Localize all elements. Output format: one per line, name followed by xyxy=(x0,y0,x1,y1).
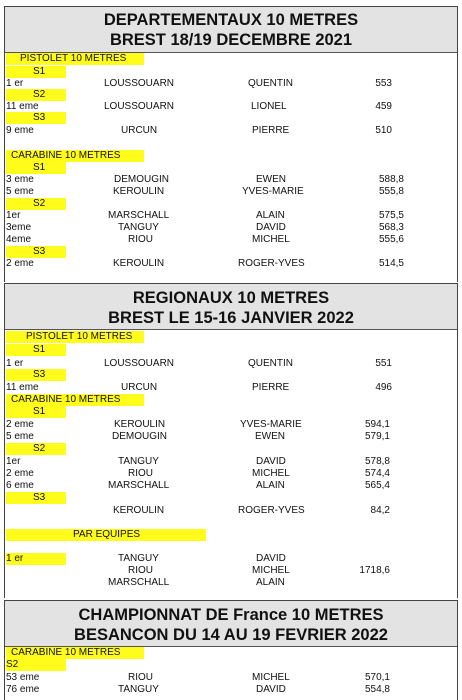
category-label: CARABINE 10 METRES xyxy=(6,647,144,659)
first-name: YVES-MARIE xyxy=(240,419,302,430)
last-name: URCUN xyxy=(121,382,158,393)
rank: 2 eme xyxy=(6,468,34,479)
first-name: PIERRE xyxy=(252,125,290,136)
score: 554,8 xyxy=(364,684,390,695)
team-member-first: ALAIN xyxy=(256,577,285,588)
category-label: PISTOLET 10 METRES xyxy=(6,53,144,65)
first-name: PIERRE xyxy=(252,382,290,393)
score: 459 xyxy=(375,101,392,112)
category-label: PISTOLET 10 METRES xyxy=(6,331,144,343)
rank: 1 er xyxy=(6,78,24,89)
series-label: S2 xyxy=(6,659,66,671)
last-name: LOUSSOUARN xyxy=(104,101,175,112)
series-label: S2 xyxy=(6,89,66,101)
first-name: QUENTIN xyxy=(248,78,293,89)
series-label: S1 xyxy=(6,162,66,174)
first-name: ROGER-YVES xyxy=(238,258,305,269)
first-name: YVES-MARIE xyxy=(242,186,304,197)
last-name: RIOU xyxy=(128,672,153,683)
rank: 5 eme xyxy=(6,431,34,442)
last-name: KEROULIN xyxy=(113,505,165,516)
section-subtitle: BREST 18/19 DECEMBRE 2021 xyxy=(109,31,353,49)
series-label: S3 xyxy=(6,369,66,381)
first-name: LIONEL xyxy=(251,101,287,112)
first-name: ALAIN xyxy=(256,210,285,221)
score: 510 xyxy=(375,125,392,136)
series-label: S3 xyxy=(6,112,66,124)
score: 575,5 xyxy=(378,210,404,221)
first-name: DAVID xyxy=(256,684,286,695)
last-name: MARSCHALL xyxy=(108,480,170,491)
last-name: KEROULIN xyxy=(113,258,165,269)
series-label: S3 xyxy=(6,492,66,504)
team-member-name: RIOU xyxy=(128,565,153,576)
team-member-name: MARSCHALL xyxy=(108,577,170,588)
first-name: ROGER-YVES xyxy=(238,505,305,516)
team-rank: 1 er xyxy=(6,553,66,565)
team-member-name: TANGUY xyxy=(118,553,159,564)
first-name: DAVID xyxy=(256,222,286,233)
team-category-label: PAR EQUIPES xyxy=(6,529,206,541)
rank: 4eme xyxy=(6,234,32,245)
section-title: CHAMPIONNAT DE France 10 METRES xyxy=(78,606,384,624)
rank: 76 eme xyxy=(6,684,40,695)
last-name: KEROULIN xyxy=(113,186,165,197)
last-name: KEROULIN xyxy=(114,419,166,430)
rank: 2 eme xyxy=(6,258,34,269)
score: 570,1 xyxy=(364,672,390,683)
category-label: CARABINE 10 METRES xyxy=(6,150,144,162)
first-name: MICHEL xyxy=(252,234,290,245)
rank: 1 er xyxy=(6,358,24,369)
score: 579,1 xyxy=(364,431,390,442)
last-name: LOUSSOUARN xyxy=(104,358,175,369)
first-name: QUENTIN xyxy=(248,358,293,369)
rank: 53 eme xyxy=(6,672,40,683)
score: 555,6 xyxy=(378,234,404,245)
score: 565,4 xyxy=(364,480,390,491)
rank: 9 eme xyxy=(6,125,34,136)
section-header xyxy=(5,284,457,330)
score: 578,8 xyxy=(364,456,390,467)
section-header xyxy=(5,7,457,53)
series-label: S1 xyxy=(6,406,66,418)
last-name: LOUSSOUARN xyxy=(104,78,175,89)
last-name: TANGUY xyxy=(118,222,159,233)
series-label: S2 xyxy=(6,198,66,210)
team-score: 1718,6 xyxy=(359,565,390,576)
score: 514,5 xyxy=(378,258,404,269)
category-label: CARABINE 10 METRES xyxy=(6,394,144,406)
score: 84,2 xyxy=(370,505,390,516)
last-name: RIOU xyxy=(128,234,153,245)
section-header xyxy=(5,601,457,647)
rank: 3eme xyxy=(6,222,32,233)
last-name: TANGUY xyxy=(118,684,159,695)
first-name: EWEN xyxy=(256,174,286,185)
first-name: ALAIN xyxy=(256,480,285,491)
score: 574,4 xyxy=(364,468,390,479)
rank: 1er xyxy=(6,456,21,467)
score: 568,3 xyxy=(378,222,404,233)
series-label: S2 xyxy=(6,443,66,455)
section-subtitle: BESANCON DU 14 AU 19 FEVRIER 2022 xyxy=(74,626,388,644)
team-member-first: MICHEL xyxy=(252,565,290,576)
rank: 6 eme xyxy=(6,480,34,491)
score: 588,8 xyxy=(378,174,404,185)
rank: 1er xyxy=(6,210,21,221)
last-name: URCUN xyxy=(121,125,158,136)
rank: 11 eme xyxy=(6,101,39,112)
team-member-first: DAVID xyxy=(256,553,286,564)
score: 553 xyxy=(375,78,392,89)
score: 551 xyxy=(375,358,392,369)
score: 496 xyxy=(375,382,392,393)
series-label: S1 xyxy=(6,66,66,78)
last-name: MARSCHALL xyxy=(108,210,170,221)
section-title: DEPARTEMENTAUX 10 METRES xyxy=(103,11,359,29)
last-name: DEMOUGIN xyxy=(114,174,169,185)
last-name: RIOU xyxy=(128,468,153,479)
series-label: S3 xyxy=(6,246,66,258)
rank: 3 eme xyxy=(6,174,34,185)
first-name: MICHEL xyxy=(252,672,290,683)
last-name: DEMOUGIN xyxy=(112,431,167,442)
last-name: TANGUY xyxy=(118,456,159,467)
rank: 11 eme xyxy=(6,382,39,393)
rank: 5 eme xyxy=(6,186,34,197)
section-title: REGIONAUX 10 METRES xyxy=(132,289,330,307)
section-subtitle: BREST LE 15-16 JANVIER 2022 xyxy=(108,309,354,327)
first-name: MICHEL xyxy=(252,468,290,479)
first-name: EWEN xyxy=(255,431,285,442)
rank: 2 eme xyxy=(6,419,34,430)
series-label: S1 xyxy=(6,344,66,356)
score: 555,8 xyxy=(378,186,404,197)
score: 594,1 xyxy=(364,419,390,430)
first-name: DAVID xyxy=(256,456,286,467)
